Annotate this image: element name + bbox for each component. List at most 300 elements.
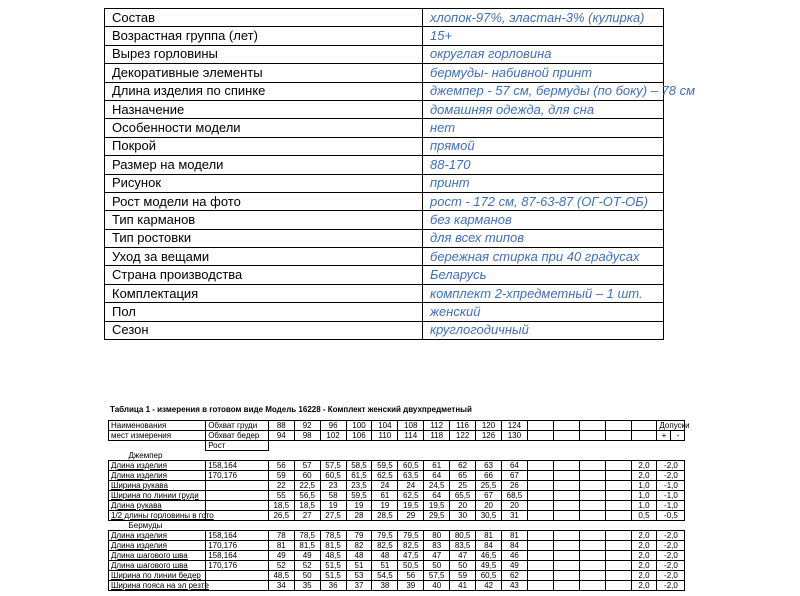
empty-cell xyxy=(579,541,605,551)
spec-value: бермуды- набивной принт xyxy=(423,64,664,82)
tolerance-plus-value: 2,0 xyxy=(631,561,657,571)
height-value xyxy=(206,581,269,591)
table-row xyxy=(109,461,751,471)
empty-cell xyxy=(579,481,605,491)
empty-cell xyxy=(579,501,605,511)
tolerance-minus-value: -2,0 xyxy=(657,551,685,561)
tolerance-minus-value: -1,0 xyxy=(657,491,685,501)
measure-value: 59,5 xyxy=(346,491,372,501)
spec-key: Пол xyxy=(105,303,423,321)
spec-value: нет xyxy=(423,119,664,137)
measure-value: 56,5 xyxy=(294,491,320,501)
measure-label: Ширина по линии бедер xyxy=(109,571,206,581)
measure-value: 23,5 xyxy=(346,481,372,491)
measure-value: 46 xyxy=(501,551,527,561)
tolerance-plus-value: 2,0 xyxy=(631,551,657,561)
spec-key: Длина изделия по спинке xyxy=(105,82,423,100)
table-row xyxy=(109,541,751,551)
empty-cell xyxy=(527,421,553,431)
empty-cell xyxy=(527,551,553,561)
measure-value: 68,5 xyxy=(501,491,527,501)
empty-cell xyxy=(579,421,605,431)
tolerance-plus-value: 1,0 xyxy=(631,501,657,511)
empty-cell xyxy=(553,491,579,501)
hip-size: 94 xyxy=(268,431,294,441)
measure-value: 19 xyxy=(320,501,346,511)
spec-value: джемпер - 57 см, бермуды (по боку) – 78 см xyxy=(423,82,664,100)
empty-cell xyxy=(527,571,553,581)
hip-size: 114 xyxy=(398,431,424,441)
spec-key: Уход за вещами xyxy=(105,248,423,266)
empty-cell xyxy=(605,581,631,591)
height-value: 170,176 xyxy=(206,471,269,481)
measure-value: 19,5 xyxy=(398,501,424,511)
measure-value: 78,5 xyxy=(320,531,346,541)
spec-value: хлопок-97%, эластан-3% (кулирка) xyxy=(423,9,664,27)
empty-cell xyxy=(527,581,553,591)
height-value xyxy=(206,511,269,521)
measure-value: 80 xyxy=(424,531,450,541)
empty-cell xyxy=(527,531,553,541)
measure-value: 38 xyxy=(372,581,398,591)
measure-value: 81 xyxy=(268,541,294,551)
hip-size: 110 xyxy=(372,431,398,441)
hip-size: 118 xyxy=(424,431,450,441)
hip-size: 98 xyxy=(294,431,320,441)
height-label: Рост xyxy=(206,441,269,451)
spec-key: Размер на модели xyxy=(105,156,423,174)
measure-value: 24,5 xyxy=(424,481,450,491)
empty-cell xyxy=(605,541,631,551)
measure-value: 65,5 xyxy=(450,491,476,501)
empty-cell xyxy=(553,511,579,521)
empty-cell xyxy=(579,471,605,481)
measure-value: 48 xyxy=(346,551,372,561)
measure-value: 48 xyxy=(372,551,398,561)
measure-value: 78,5 xyxy=(294,531,320,541)
measure-value: 57 xyxy=(294,461,320,471)
header-label: Наименования xyxy=(109,421,206,431)
measure-value: 19 xyxy=(346,501,372,511)
measure-label: Длина изделия xyxy=(109,461,206,471)
hip-size: 106 xyxy=(346,431,372,441)
measure-value: 30,5 xyxy=(476,511,502,521)
table-row xyxy=(109,501,751,511)
measure-value: 18,5 xyxy=(268,501,294,511)
measure-value: 23 xyxy=(320,481,346,491)
measure-value: 51 xyxy=(346,561,372,571)
spec-key: Рост модели на фото xyxy=(105,192,423,210)
tolerance-minus-value: -2,0 xyxy=(657,581,685,591)
tolerance-plus-value: 1,0 xyxy=(631,481,657,491)
spec-row xyxy=(105,229,664,247)
empty-cell xyxy=(527,541,553,551)
measure-value: 24 xyxy=(398,481,424,491)
empty-cell xyxy=(579,461,605,471)
section-label: Бермуды xyxy=(128,521,163,530)
tolerance-minus-value: -1,0 xyxy=(657,481,685,491)
measure-value: 22 xyxy=(268,481,294,491)
hip-size: 122 xyxy=(450,431,476,441)
spec-row xyxy=(105,174,664,192)
empty-cell xyxy=(631,421,657,431)
spec-row xyxy=(105,156,664,174)
measure-label: 1/2 длины горловины в гото xyxy=(109,511,206,521)
empty-cell xyxy=(553,581,579,591)
height-value: 158,164 xyxy=(206,551,269,561)
spec-value: для всех типов xyxy=(423,229,664,247)
spec-key: Страна производства xyxy=(105,266,423,284)
tolerance-minus-value: -2,0 xyxy=(657,471,685,481)
spec-row xyxy=(105,45,664,63)
spec-value: без карманов xyxy=(423,211,664,229)
empty-cell xyxy=(579,511,605,521)
tolerance-minus-value: -2,0 xyxy=(657,561,685,571)
chest-size: 116 xyxy=(450,421,476,431)
tolerance-minus: - xyxy=(671,431,685,441)
measure-value: 55 xyxy=(268,491,294,501)
spec-key: Тип ростовки xyxy=(105,229,423,247)
spec-row xyxy=(105,321,664,339)
empty-cell xyxy=(605,571,631,581)
tolerance-minus-value: -2,0 xyxy=(657,541,685,551)
measurement-table xyxy=(108,420,750,591)
measure-value: 47 xyxy=(424,551,450,561)
measure-value: 20 xyxy=(501,501,527,511)
hip-size: 126 xyxy=(476,431,502,441)
measure-value: 56 xyxy=(398,571,424,581)
measure-value: 39 xyxy=(398,581,424,591)
height-label-row xyxy=(109,441,751,451)
measure-value: 78 xyxy=(268,531,294,541)
measure-value: 41 xyxy=(450,581,476,591)
measure-value: 79,5 xyxy=(372,531,398,541)
spec-row xyxy=(105,27,664,45)
tolerance-plus-value: 2,0 xyxy=(631,571,657,581)
spec-key: Комплектация xyxy=(105,284,423,302)
measure-value: 18,5 xyxy=(294,501,320,511)
empty-cell xyxy=(605,471,631,481)
empty-cell xyxy=(553,561,579,571)
measure-value: 28 xyxy=(346,511,372,521)
table-row xyxy=(109,491,751,501)
measure-value: 50 xyxy=(450,561,476,571)
measure-table-title: Таблица 1 - измерения в готовом виде Модель 16228 - Комплект женский двухпредметный xyxy=(110,405,472,414)
empty-cell xyxy=(527,511,553,521)
measure-value: 30 xyxy=(450,511,476,521)
spec-value: домашняя одежда, для сна xyxy=(423,100,664,118)
measure-value: 27,5 xyxy=(320,511,346,521)
measure-value: 54,5 xyxy=(372,571,398,581)
measure-value: 20 xyxy=(476,501,502,511)
empty-cell xyxy=(605,431,631,441)
header-row-chest xyxy=(109,421,751,431)
tolerance-minus-value: -2,0 xyxy=(657,531,685,541)
chest-size: 96 xyxy=(320,421,346,431)
empty-cell xyxy=(527,471,553,481)
empty-cell xyxy=(553,461,579,471)
spec-row xyxy=(105,137,664,155)
tolerance-minus-value: -1,0 xyxy=(657,501,685,511)
measure-value: 52 xyxy=(294,561,320,571)
empty-cell xyxy=(553,471,579,481)
measure-value: 26 xyxy=(501,481,527,491)
measure-value: 40 xyxy=(424,581,450,591)
table-row xyxy=(109,581,751,591)
measure-value: 31 xyxy=(501,511,527,521)
empty-cell xyxy=(579,561,605,571)
spec-row xyxy=(105,284,664,302)
height-value xyxy=(206,571,269,581)
spec-row xyxy=(105,192,664,210)
measure-value: 63,5 xyxy=(398,471,424,481)
measure-value: 67 xyxy=(501,471,527,481)
empty-cell xyxy=(579,551,605,561)
empty-cell xyxy=(527,461,553,471)
measure-value: 50 xyxy=(424,561,450,571)
tolerance-plus-value: 2,0 xyxy=(631,531,657,541)
hips-label: Обхват бедер xyxy=(206,431,269,441)
empty-cell xyxy=(605,511,631,521)
empty-cell xyxy=(631,431,657,441)
spec-value: круглогодичный xyxy=(423,321,664,339)
measure-value: 51 xyxy=(372,561,398,571)
table-row xyxy=(109,531,751,541)
measure-label: Длина изделия xyxy=(109,471,206,481)
tolerance-minus-value: -0,5 xyxy=(657,511,685,521)
header-row-hips xyxy=(109,431,751,441)
measure-value: 53 xyxy=(346,571,372,581)
table-row xyxy=(109,511,751,521)
height-value: 170,176 xyxy=(206,541,269,551)
section-label: Джемпер xyxy=(128,451,163,460)
measure-value: 79 xyxy=(346,531,372,541)
measure-value: 49 xyxy=(294,551,320,561)
empty-cell xyxy=(553,551,579,561)
spec-row xyxy=(105,9,664,27)
spec-key: Сезон xyxy=(105,321,423,339)
table-row xyxy=(109,471,751,481)
measure-value: 61,5 xyxy=(346,471,372,481)
chest-size: 112 xyxy=(424,421,450,431)
spec-row xyxy=(105,64,664,82)
table-row xyxy=(109,551,751,561)
measure-value: 62 xyxy=(501,571,527,581)
spec-row xyxy=(105,211,664,229)
empty-cell xyxy=(527,491,553,501)
measure-label: Длина шагового шва xyxy=(109,561,206,571)
measure-value: 84 xyxy=(476,541,502,551)
measure-value: 48,5 xyxy=(320,551,346,561)
hip-size: 130 xyxy=(501,431,527,441)
measure-value: 25,5 xyxy=(476,481,502,491)
measure-value: 82 xyxy=(346,541,372,551)
measure-value: 19,5 xyxy=(424,501,450,511)
section-row xyxy=(109,521,751,531)
measure-value: 67 xyxy=(476,491,502,501)
measure-value: 51,5 xyxy=(320,561,346,571)
spec-row xyxy=(105,303,664,321)
measure-label: Длина изделия xyxy=(109,531,206,541)
measure-value: 62 xyxy=(450,461,476,471)
measure-value: 79,5 xyxy=(398,531,424,541)
empty-cell xyxy=(605,481,631,491)
table-row xyxy=(109,481,751,491)
measure-value: 66 xyxy=(476,471,502,481)
measure-value: 22,5 xyxy=(294,481,320,491)
tolerance-plus-value: 2,0 xyxy=(631,461,657,471)
chest-size: 108 xyxy=(398,421,424,431)
measure-value: 59 xyxy=(450,571,476,581)
measure-value: 49 xyxy=(268,551,294,561)
measure-value: 58,5 xyxy=(346,461,372,471)
tolerance-plus-value: 2,0 xyxy=(631,541,657,551)
spec-key: Декоративные элементы xyxy=(105,64,423,82)
measure-value: 83,5 xyxy=(450,541,476,551)
measure-value: 60,5 xyxy=(320,471,346,481)
measure-value: 65 xyxy=(450,471,476,481)
measure-value: 47 xyxy=(450,551,476,561)
empty-cell xyxy=(579,431,605,441)
chest-label: Обхват груди xyxy=(206,421,269,431)
empty-cell xyxy=(527,501,553,511)
measure-value: 29 xyxy=(398,511,424,521)
measure-value: 46,5 xyxy=(476,551,502,561)
tolerance-plus-value: 2,0 xyxy=(631,471,657,481)
measure-value: 61 xyxy=(424,461,450,471)
measure-value: 26,5 xyxy=(268,511,294,521)
empty-cell xyxy=(579,491,605,501)
empty-cell xyxy=(553,541,579,551)
measure-value: 63 xyxy=(476,461,502,471)
measure-value: 49 xyxy=(501,561,527,571)
empty-cell xyxy=(268,441,750,451)
section-row xyxy=(109,451,751,461)
spec-key: Состав xyxy=(105,9,423,27)
measure-value: 52 xyxy=(268,561,294,571)
measure-value: 28,5 xyxy=(372,511,398,521)
measure-value: 24 xyxy=(372,481,398,491)
measure-value: 84 xyxy=(501,541,527,551)
measure-value: 51,5 xyxy=(320,571,346,581)
empty-cell xyxy=(605,501,631,511)
chest-size: 104 xyxy=(372,421,398,431)
spec-row xyxy=(105,119,664,137)
empty-cell xyxy=(579,581,605,591)
measure-value: 59,5 xyxy=(372,461,398,471)
measure-value: 62,5 xyxy=(372,471,398,481)
measure-value: 60,5 xyxy=(476,571,502,581)
spec-value: рост - 172 см, 87-63-87 (ОГ-ОТ-ОБ) xyxy=(423,192,664,210)
measure-value: 64 xyxy=(424,471,450,481)
measure-value: 20 xyxy=(450,501,476,511)
measure-value: 29,5 xyxy=(424,511,450,521)
empty-cell xyxy=(109,441,206,451)
height-value: 158,164 xyxy=(206,531,269,541)
measure-value: 81,5 xyxy=(294,541,320,551)
table-row xyxy=(109,571,751,581)
spec-key: Покрой xyxy=(105,137,423,155)
measure-value: 81,5 xyxy=(320,541,346,551)
empty-cell xyxy=(605,461,631,471)
tolerance-minus-value: -2,0 xyxy=(657,571,685,581)
height-value xyxy=(206,501,269,511)
measure-value: 34 xyxy=(268,581,294,591)
measure-value: 82,5 xyxy=(398,541,424,551)
measure-value: 42 xyxy=(476,581,502,591)
measure-value: 50,5 xyxy=(398,561,424,571)
spec-value: женский xyxy=(423,303,664,321)
spec-value: бережная стирка при 40 градусах xyxy=(423,248,664,266)
measure-label: Длина изделия xyxy=(109,541,206,551)
empty-cell xyxy=(553,501,579,511)
empty-cell xyxy=(579,571,605,581)
tolerance-label: Допуски xyxy=(657,421,685,431)
chest-size: 124 xyxy=(501,421,527,431)
empty-cell xyxy=(579,531,605,541)
spec-row xyxy=(105,82,664,100)
measure-value: 82,5 xyxy=(372,541,398,551)
empty-cell xyxy=(605,561,631,571)
measure-label: Ширина пояса на эл резте xyxy=(109,581,206,591)
spec-value: округлая горловина xyxy=(423,45,664,63)
measure-value: 37 xyxy=(346,581,372,591)
measure-value: 58 xyxy=(320,491,346,501)
empty-cell xyxy=(553,531,579,541)
spec-key: Вырез горловины xyxy=(105,45,423,63)
empty-cell xyxy=(605,531,631,541)
spec-value: 88-170 xyxy=(423,156,664,174)
height-value xyxy=(206,491,269,501)
measure-value: 49,5 xyxy=(476,561,502,571)
empty-cell xyxy=(605,551,631,561)
chest-size: 88 xyxy=(268,421,294,431)
height-value xyxy=(206,481,269,491)
measure-value: 27 xyxy=(294,511,320,521)
measure-value: 64 xyxy=(501,461,527,471)
spec-key: Рисунок xyxy=(105,174,423,192)
measure-value: 60 xyxy=(294,471,320,481)
measure-value: 80,5 xyxy=(450,531,476,541)
measure-label: Ширина рукава xyxy=(109,481,206,491)
empty-cell xyxy=(553,431,579,441)
empty-cell xyxy=(527,561,553,571)
tolerance-minus-value: -2,0 xyxy=(657,461,685,471)
table-row xyxy=(109,561,751,571)
spec-row xyxy=(105,266,664,284)
chest-size: 100 xyxy=(346,421,372,431)
empty-cell xyxy=(553,571,579,581)
tolerance-plus-value: 1,0 xyxy=(631,491,657,501)
empty-cell xyxy=(527,481,553,491)
height-value: 170,176 xyxy=(206,561,269,571)
spec-table xyxy=(104,8,696,340)
header-label: мест измерения xyxy=(109,431,206,441)
empty-cell xyxy=(527,431,553,441)
measure-value: 81 xyxy=(501,531,527,541)
tolerance-plus-value: 0,5 xyxy=(631,511,657,521)
hip-size: 102 xyxy=(320,431,346,441)
empty-cell xyxy=(605,491,631,501)
spec-row xyxy=(105,100,664,118)
measure-label: Ширина по линии груди xyxy=(109,491,206,501)
measure-value: 60,5 xyxy=(398,461,424,471)
spec-value: Беларусь xyxy=(423,266,664,284)
tolerance-plus: + xyxy=(657,431,671,441)
measure-value: 36 xyxy=(320,581,346,591)
tolerance-plus-value: 2,0 xyxy=(631,581,657,591)
measure-value: 25 xyxy=(450,481,476,491)
